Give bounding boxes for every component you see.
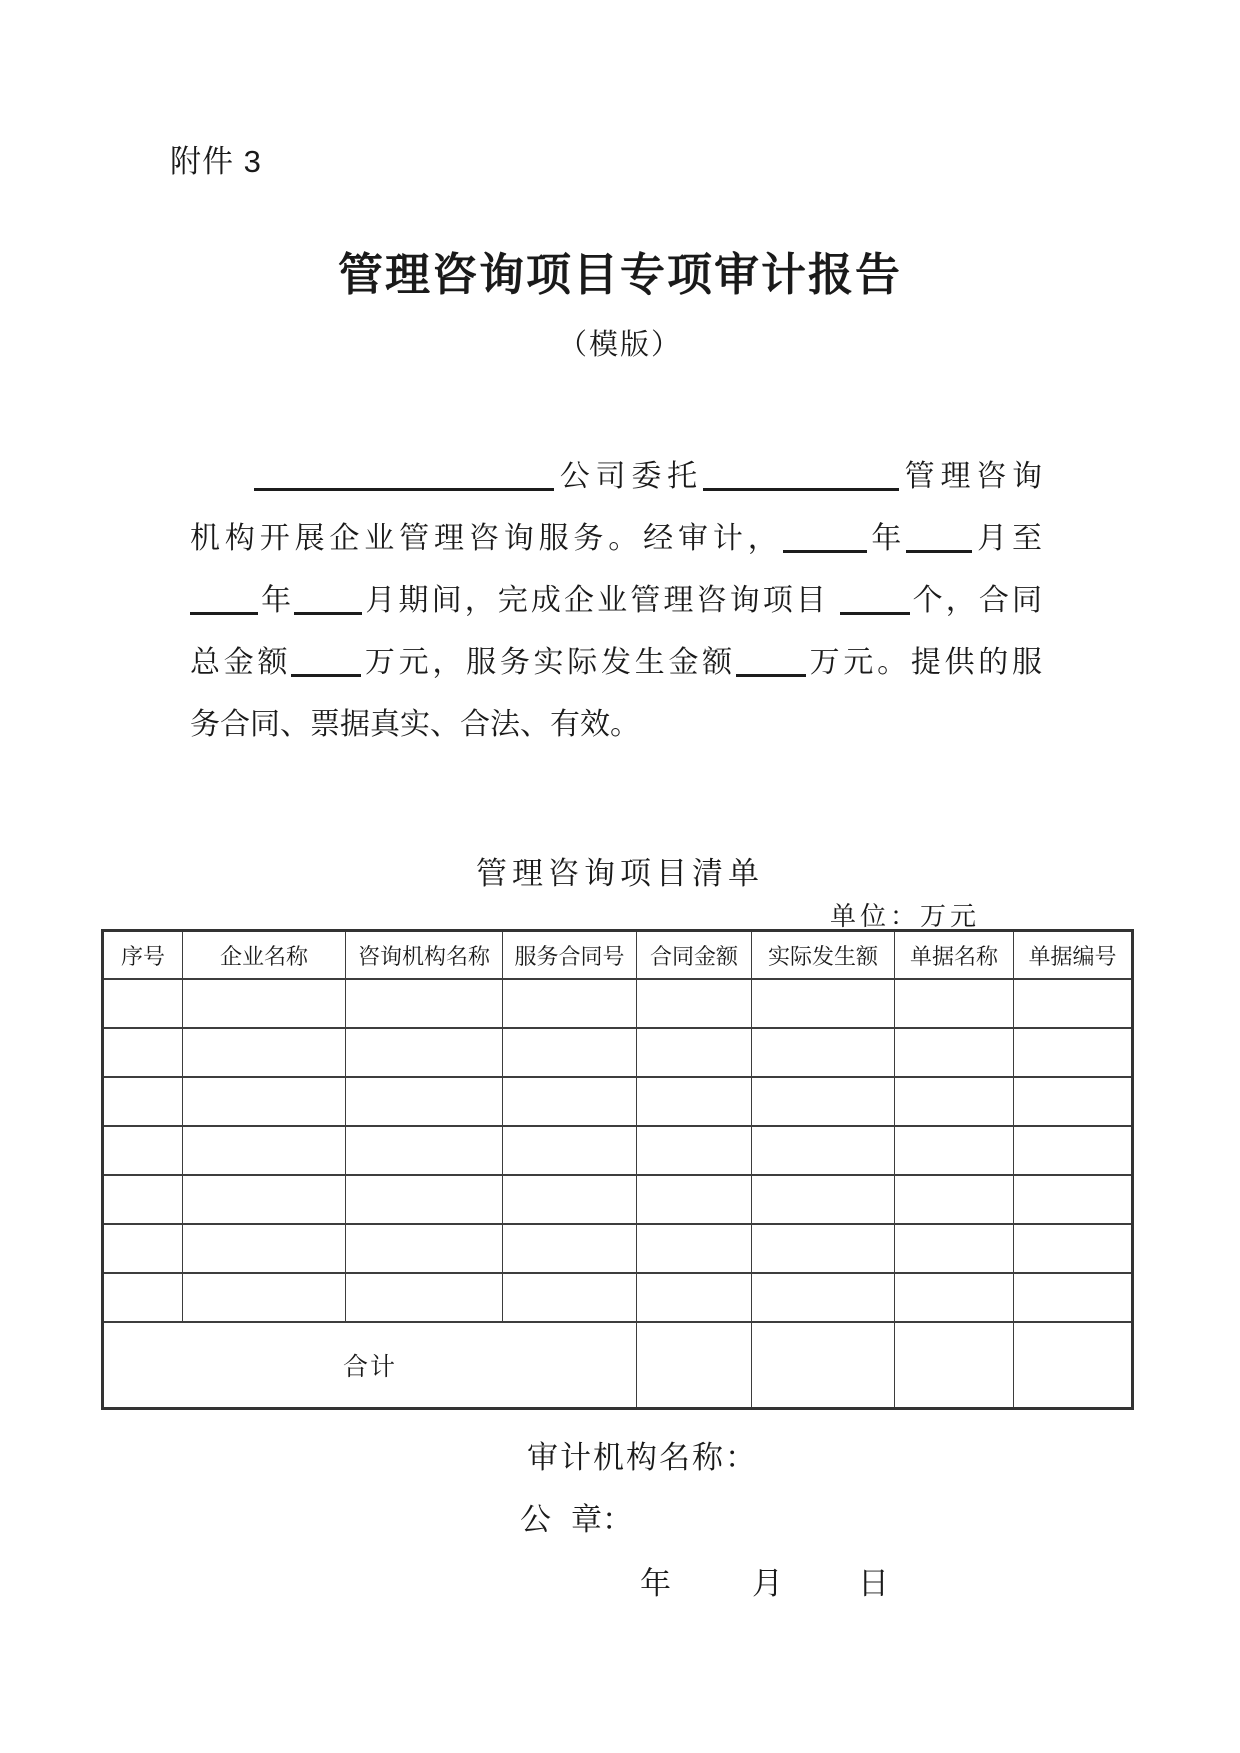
project-list-title: 管理咨询项目清单 — [476, 856, 764, 891]
empty-cell — [346, 1273, 503, 1322]
table-row — [103, 1273, 1133, 1322]
attachment-label: 附件 3 — [170, 144, 262, 179]
empty-cell — [637, 1077, 752, 1126]
paragraph-text: 年 — [866, 522, 907, 555]
paragraph-line-5 — [190, 694, 1042, 756]
empty-cell — [503, 979, 637, 1028]
empty-cell — [346, 1175, 503, 1224]
empty-cell — [103, 1126, 183, 1175]
paragraph-line-3 — [190, 570, 1042, 632]
empty-cell — [183, 1273, 346, 1322]
column-header: 单据编号 — [1014, 931, 1133, 980]
project-list-table — [101, 929, 1134, 1410]
column-header: 单据名称 — [895, 931, 1014, 980]
paragraph-text: 年 — [258, 584, 295, 617]
empty-cell — [503, 1175, 637, 1224]
empty-cell — [183, 1224, 346, 1273]
empty-cell — [637, 1175, 752, 1224]
body-paragraph — [190, 446, 1042, 756]
blank-underline — [254, 484, 554, 491]
empty-cell — [103, 1028, 183, 1077]
total-empty-cell — [895, 1322, 1014, 1409]
paragraph-line-2 — [190, 508, 1042, 570]
blank-underline — [190, 608, 258, 615]
blank-underline — [291, 670, 361, 677]
empty-cell — [637, 979, 752, 1028]
empty-cell — [895, 1224, 1014, 1273]
auditor-name-label: 审计机构名称： — [527, 1440, 758, 1475]
empty-cell — [1014, 1224, 1133, 1273]
paragraph-text: 个，合同 — [909, 584, 1043, 617]
table-header-row — [103, 931, 1133, 980]
empty-cell — [346, 1126, 503, 1175]
empty-cell — [1014, 1126, 1133, 1175]
column-header: 序号 — [103, 931, 183, 980]
empty-cell — [103, 1224, 183, 1273]
empty-cell — [895, 1273, 1014, 1322]
empty-cell — [503, 1028, 637, 1077]
total-empty-cell — [637, 1322, 752, 1409]
empty-cell — [503, 1077, 637, 1126]
blank-underline — [703, 484, 899, 491]
seal-label-rest: 章： — [571, 1502, 633, 1537]
empty-cell — [503, 1273, 637, 1322]
blank-underline — [906, 546, 972, 553]
column-header: 实际发生额 — [752, 931, 895, 980]
empty-cell — [637, 1273, 752, 1322]
paragraph-text: 万元。提供的服 — [805, 646, 1043, 679]
empty-cell — [637, 1126, 752, 1175]
empty-cell — [637, 1224, 752, 1273]
official-seal-label — [520, 1494, 633, 1539]
table-row — [103, 1028, 1133, 1077]
column-header: 合同金额 — [637, 931, 752, 980]
empty-cell — [103, 1175, 183, 1224]
column-header: 咨询机构名称 — [346, 931, 503, 980]
empty-cell — [183, 1175, 346, 1224]
unit-note: 单位：万元 — [830, 902, 981, 931]
table-row — [103, 1175, 1133, 1224]
paragraph-text: 月至 — [972, 522, 1043, 555]
date-year-label: 年 — [640, 1566, 671, 1601]
date-month-label: 月 — [752, 1566, 783, 1601]
empty-cell — [895, 1126, 1014, 1175]
empty-cell — [183, 1028, 346, 1077]
paragraph-text: 月期间，完成企业管理咨询项目 — [362, 584, 840, 617]
date-line — [640, 1558, 889, 1603]
empty-cell — [183, 1126, 346, 1175]
total-label-cell: 合计 — [103, 1322, 637, 1409]
empty-cell — [1014, 1077, 1133, 1126]
table-row — [103, 1224, 1133, 1273]
empty-cell — [752, 1224, 895, 1273]
empty-cell — [895, 1028, 1014, 1077]
empty-cell — [752, 1028, 895, 1077]
empty-cell — [346, 1224, 503, 1273]
table-row — [103, 979, 1133, 1028]
paragraph-line-1 — [190, 446, 1042, 508]
paragraph-text: 机构开展企业管理咨询服务。经审计， — [190, 522, 783, 555]
empty-cell — [895, 1077, 1014, 1126]
empty-cell — [346, 1077, 503, 1126]
paragraph-text: 总金额 — [190, 646, 292, 679]
empty-cell — [1014, 979, 1133, 1028]
paragraph-text: 公司委托 — [554, 460, 703, 493]
blank-underline — [783, 546, 867, 553]
paragraph-line-4 — [190, 632, 1042, 694]
empty-cell — [752, 1077, 895, 1126]
empty-cell — [183, 979, 346, 1028]
empty-cell — [103, 1273, 183, 1322]
date-day-label: 日 — [858, 1566, 889, 1601]
empty-cell — [752, 1126, 895, 1175]
seal-label-first: 公 — [520, 1502, 551, 1537]
paragraph-text: 管理咨询 — [898, 460, 1043, 493]
paragraph-text: 务合同、票据真实、合法、有效。 — [190, 708, 640, 741]
empty-cell — [895, 1175, 1014, 1224]
empty-cell — [103, 979, 183, 1028]
paragraph-text: 万元，服务实际发生金额 — [361, 646, 736, 679]
table-total-row — [103, 1322, 1133, 1409]
document-title: 管理咨询项目专项审计报告 — [337, 249, 902, 300]
empty-cell — [346, 1028, 503, 1077]
total-empty-cell — [752, 1322, 895, 1409]
column-header: 服务合同号 — [503, 931, 637, 980]
empty-cell — [895, 979, 1014, 1028]
empty-cell — [346, 979, 503, 1028]
empty-cell — [103, 1077, 183, 1126]
document-subtitle: （模版） — [557, 329, 682, 361]
blank-underline — [294, 608, 362, 615]
empty-cell — [752, 1175, 895, 1224]
empty-cell — [1014, 1028, 1133, 1077]
total-empty-cell — [1014, 1322, 1133, 1409]
empty-cell — [637, 1028, 752, 1077]
table-row — [103, 1077, 1133, 1126]
empty-cell — [1014, 1175, 1133, 1224]
empty-cell — [752, 979, 895, 1028]
empty-cell — [503, 1126, 637, 1175]
empty-cell — [752, 1273, 895, 1322]
empty-cell — [183, 1077, 346, 1126]
blank-underline — [736, 670, 806, 677]
empty-cell — [1014, 1273, 1133, 1322]
table-row — [103, 1126, 1133, 1175]
column-header: 企业名称 — [183, 931, 346, 980]
empty-cell — [503, 1224, 637, 1273]
blank-underline — [840, 608, 910, 615]
